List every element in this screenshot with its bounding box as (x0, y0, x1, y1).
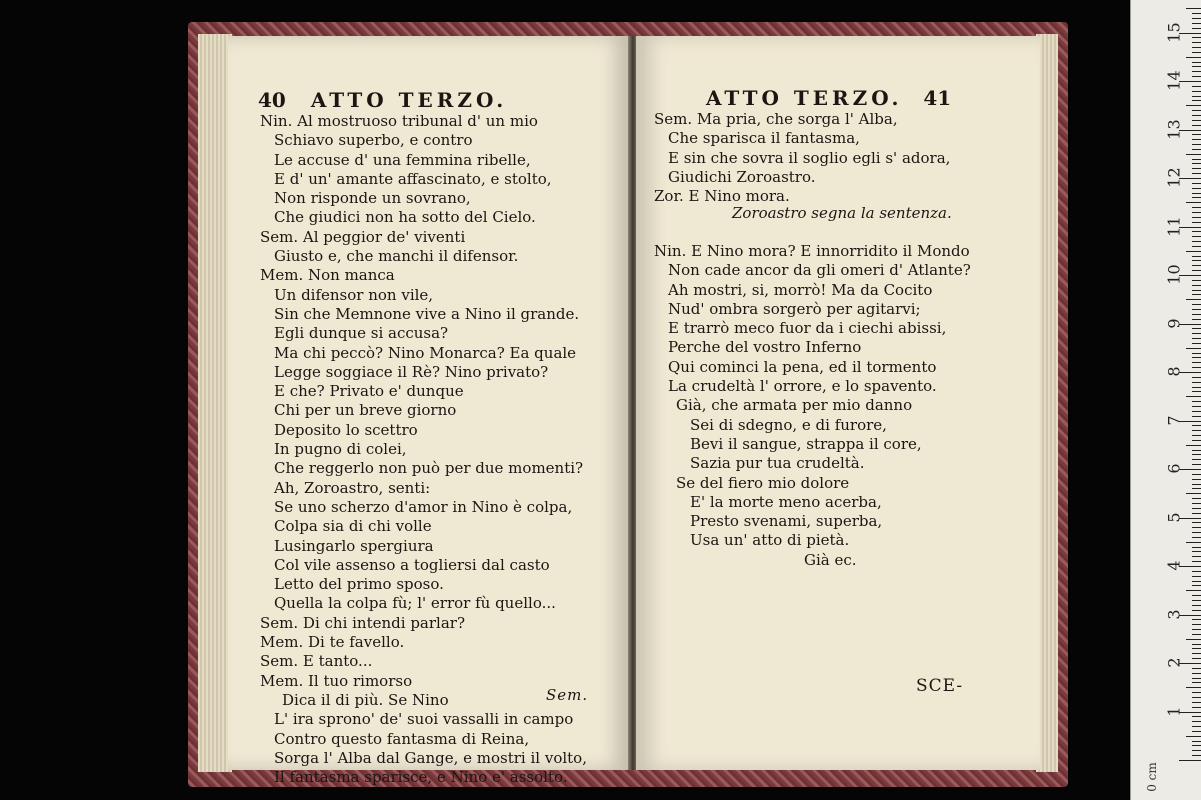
ruler-tick (1192, 556, 1201, 557)
ruler-tick (1192, 357, 1201, 358)
ruler-tick (1192, 139, 1201, 140)
ruler-tick (1192, 600, 1201, 601)
ruler-tick (1192, 13, 1201, 14)
ruler-tick (1186, 687, 1201, 688)
ruler-tick (1192, 241, 1201, 242)
ruler-tick (1192, 66, 1201, 67)
ruler-tick (1192, 270, 1201, 271)
ruler-tick (1192, 508, 1201, 509)
text-line: E' la morte meno acerba, (690, 492, 882, 511)
ruler-number: 4 (1164, 560, 1184, 571)
ruler-number: 2 (1164, 657, 1184, 668)
ruler-tick (1186, 299, 1201, 300)
text-line: Sem. Ma pria, che sorga l' Alba, (654, 110, 898, 128)
ruler-tick (1192, 236, 1201, 237)
ruler-tick (1192, 328, 1201, 329)
ruler-tick (1192, 207, 1201, 208)
text-line: Ma chi peccò? Nino Monarca? Ea quale (274, 343, 577, 362)
ruler-tick (1192, 741, 1201, 742)
text-line: Già, che armata per mio danno (676, 396, 913, 415)
ruler-tick (1192, 401, 1201, 402)
right-page (636, 36, 1040, 770)
ruler-tick (1192, 197, 1201, 198)
left-text-block (260, 112, 587, 787)
ruler-tick (1192, 76, 1201, 77)
ruler-tick (1192, 537, 1201, 538)
ruler-tick (1192, 585, 1201, 586)
ruler-tick (1186, 57, 1201, 58)
ruler-tick (1192, 23, 1201, 24)
ruler-tick (1192, 309, 1201, 310)
ruler-tick (1192, 115, 1201, 116)
text-line: E trarrò meco fuor da i ciechi abissi, (668, 319, 947, 338)
left-page-number: 40 (258, 88, 286, 112)
ruler-tick (1192, 314, 1201, 315)
ruler-tick (1192, 125, 1201, 126)
text-line: Sem. Di chi intendi parlar? (260, 613, 465, 632)
text-line: E che? Privato e' dunque (274, 382, 464, 401)
text-line: Deposito lo scettro (274, 420, 418, 439)
text-line: L' ira sprono' de' suoi vassalli in campo (274, 710, 574, 729)
right-text-block-bottom (654, 242, 971, 570)
text-line: Che reggerlo non può per due momenti? (274, 459, 584, 478)
ruler-tick (1192, 416, 1201, 417)
text-line: Presto svenami, superba, (690, 512, 883, 531)
ruler-tick (1192, 110, 1201, 111)
ruler-tick (1186, 736, 1201, 737)
ruler-tick (1192, 144, 1201, 145)
text-line: Contro questo fantasma di Reina, (274, 729, 530, 748)
ruler-tick (1192, 551, 1201, 552)
ruler-number: 10 (1164, 264, 1184, 285)
ruler-number: 3 (1164, 608, 1184, 620)
right-catchword: SCE- (916, 676, 964, 696)
ruler-tick (1192, 338, 1201, 339)
ruler-unit-label: 0 cm (1144, 762, 1159, 792)
text-line: Nud' ombra sorgerò per agitarvi; (668, 299, 921, 318)
text-line: Quella la colpa fù; l' error fù quello... (274, 594, 556, 613)
left-page (228, 36, 630, 787)
ruler-tick (1186, 396, 1201, 397)
ruler-tick (1192, 290, 1201, 291)
ruler-number: 7 (1164, 414, 1184, 426)
measurement-ruler (1130, 0, 1201, 800)
ruler-tick (1186, 105, 1201, 106)
ruler-tick (1192, 459, 1201, 460)
ruler-tick (1186, 590, 1201, 591)
text-line: Ah, Zoroastro, senti: (274, 478, 431, 497)
ruler-tick (1192, 319, 1201, 320)
ruler-tick (1192, 653, 1201, 654)
ruler-tick (1192, 605, 1201, 606)
ruler-tick (1192, 100, 1201, 101)
text-line: Bevi il sangue, strappa il core, (690, 434, 922, 453)
text-line: Sei di sdegno, e di furore, (690, 415, 887, 434)
page-edges-left (198, 34, 232, 772)
ruler-tick (1192, 62, 1201, 63)
right-text-block-top (654, 110, 950, 206)
ruler-tick (1192, 362, 1201, 363)
ruler-tick (1186, 8, 1201, 9)
ruler-tick (1192, 387, 1201, 388)
ruler-tick (1192, 188, 1201, 189)
text-line: Mem. Di te favello. (260, 633, 405, 652)
text-line: Ah mostri, si, morrò! Ma da Cocito (668, 280, 933, 299)
ruler-tick (1192, 527, 1201, 528)
ruler-tick (1192, 159, 1201, 160)
ruler-tick (1192, 450, 1201, 451)
ruler-tick (1192, 678, 1201, 679)
ruler-tick (1192, 595, 1201, 596)
text-line: Letto del primo sposo. (274, 575, 444, 594)
ruler-tick (1192, 629, 1201, 630)
text-line: Zor. E Nino mora. (654, 187, 790, 206)
ruler-number: 1 (1164, 705, 1184, 717)
ruler-tick (1192, 37, 1201, 38)
ruler-tick (1192, 231, 1201, 232)
ruler-tick (1192, 183, 1201, 184)
ruler-tick (1192, 692, 1201, 693)
ruler-tick (1192, 333, 1201, 334)
text-line: Se uno scherzo d'amor in Nino è colpa, (274, 497, 573, 516)
ruler-tick (1186, 493, 1201, 494)
ruler-tick (1192, 222, 1201, 223)
ruler-tick (1192, 173, 1201, 174)
ruler-tick (1192, 682, 1201, 683)
ruler-tick (1192, 503, 1201, 504)
ruler-tick (1186, 445, 1201, 446)
ruler-number: 13 (1164, 118, 1184, 140)
text-line: Egli dunque si accusa? (274, 324, 449, 343)
text-line: Usa un' atto di pietà. (690, 531, 850, 550)
ruler-tick (1192, 610, 1201, 611)
ruler-number: 6 (1164, 463, 1184, 474)
text-line: La crudeltà l' orrore, e lo spavento. (668, 377, 937, 396)
text-line: Non risponde un sovrano, (274, 189, 471, 208)
ruler-tick (1192, 391, 1201, 392)
text-line: Nin. E Nino mora? E innorridito il Mondo (654, 242, 970, 260)
ruler-tick (1192, 755, 1201, 756)
ruler-tick (1192, 163, 1201, 164)
ruler-tick (1192, 440, 1201, 441)
ruler-tick (1186, 542, 1201, 543)
ruler-tick (1192, 668, 1201, 669)
ruler-tick (1192, 488, 1201, 489)
text-line: Mem. Il tuo rimorso (260, 671, 413, 690)
ruler-tick (1192, 96, 1201, 97)
text-line: Un difensor non vile, (274, 285, 434, 304)
text-line: Sin che Memnone vive a Nino il grande. (274, 304, 580, 323)
text-line: Sem. Al peggior de' viventi (260, 227, 466, 246)
ruler-tick (1192, 648, 1201, 649)
right-running-title: ATTO TERZO. (706, 86, 903, 110)
ruler-tick (1192, 120, 1201, 121)
text-line: Se del fiero mio dolore (676, 473, 850, 492)
text-line: Dica il di più. Se Nino (282, 690, 449, 709)
ruler-tick (1179, 760, 1201, 761)
ruler-tick (1192, 18, 1201, 19)
text-line: E d' un' amante affascinato, e stolto, (274, 169, 552, 188)
ruler-tick (1192, 265, 1201, 266)
ruler-tick (1192, 256, 1201, 257)
text-line: Che giudici non ha sotto del Cielo. (274, 208, 536, 227)
ruler-tick (1192, 731, 1201, 732)
ruler-number: 11 (1164, 215, 1184, 237)
text-line: E sin che sovra il soglio egli s' adora, (668, 148, 951, 167)
ruler-tick (1192, 71, 1201, 72)
stage-direction: Zoroastro segna la sentenza. (732, 204, 952, 222)
text-line: Le accuse d' una femmina ribelle, (274, 150, 531, 169)
text-line: Giusto e, che manchi il difensor. (274, 247, 519, 266)
ruler-tick (1192, 513, 1201, 514)
ruler-tick (1192, 406, 1201, 407)
left-catchword: Sem. (546, 686, 589, 704)
ruler-tick (1192, 464, 1201, 465)
text-line: Già ec. (804, 550, 857, 569)
ruler-tick (1192, 86, 1201, 87)
text-line: Il fantasma sparisce, e Nino e' assolto. (274, 768, 568, 787)
ruler-tick (1192, 726, 1201, 727)
ruler-tick (1186, 202, 1201, 203)
ruler-tick (1192, 382, 1201, 383)
ruler-tick (1192, 411, 1201, 412)
ruler-tick (1192, 745, 1201, 746)
ruler-tick (1186, 348, 1201, 349)
ruler-tick (1192, 532, 1201, 533)
ruler-number: 12 (1164, 167, 1184, 188)
ruler-tick (1186, 639, 1201, 640)
ruler-tick (1192, 707, 1201, 708)
ruler-tick (1192, 571, 1201, 572)
ruler-tick (1192, 260, 1201, 261)
ruler-tick (1192, 91, 1201, 92)
ruler-tick (1192, 561, 1201, 562)
ruler-tick (1192, 484, 1201, 485)
text-line: Sem. E tanto... (260, 652, 373, 671)
ruler-tick (1192, 522, 1201, 523)
ruler-tick (1192, 721, 1201, 722)
text-line: Colpa sia di chi volle (274, 517, 432, 536)
ruler-tick (1192, 367, 1201, 368)
ruler-tick (1192, 576, 1201, 577)
ruler-tick (1192, 644, 1201, 645)
right-page-number: 41 (923, 86, 952, 110)
text-line: Qui cominci la pena, ed il tormento (668, 357, 937, 376)
ruler-tick (1192, 217, 1201, 218)
ruler-tick (1192, 716, 1201, 717)
text-line: Nin. Al mostruoso tribunal d' un mio (260, 112, 538, 130)
ruler-tick (1186, 251, 1201, 252)
ruler-number: 8 (1164, 366, 1184, 377)
ruler-tick (1192, 498, 1201, 499)
ruler-tick (1192, 294, 1201, 295)
ruler-tick (1192, 280, 1201, 281)
text-line: Perche del vostro Inferno (668, 338, 862, 357)
text-line: Sorga l' Alba dal Gange, e mostri il volto, (274, 748, 587, 767)
text-line: Chi per un breve giorno (274, 401, 457, 420)
left-running-title: ATTO TERZO. (310, 88, 508, 112)
ruler-number: 9 (1164, 317, 1184, 329)
ruler-tick (1192, 285, 1201, 286)
ruler-tick (1192, 168, 1201, 169)
ruler-tick (1192, 246, 1201, 247)
ruler-tick (1192, 624, 1201, 625)
ruler-tick (1192, 474, 1201, 475)
text-line: Legge soggiace il Rè? Nino privato? (274, 362, 549, 381)
text-line: Lusingarlo spergiura (274, 536, 434, 555)
ruler-tick (1192, 673, 1201, 674)
text-line: Che sparisca il fantasma, (668, 129, 860, 148)
ruler-tick (1192, 634, 1201, 635)
text-line: Giudichi Zoroastro. (668, 167, 816, 186)
ruler-tick (1192, 425, 1201, 426)
ruler-tick (1192, 750, 1201, 751)
ruler-tick (1192, 581, 1201, 582)
ruler-tick (1186, 154, 1201, 155)
ruler-tick (1192, 377, 1201, 378)
text-line: Sazia pur tua crudeltà. (690, 454, 865, 473)
left-running-head (258, 88, 507, 112)
ruler-tick (1192, 304, 1201, 305)
ruler-tick (1192, 42, 1201, 43)
ruler-tick (1192, 52, 1201, 53)
text-line: Mem. Non manca (260, 266, 395, 285)
ruler-number: 15 (1164, 21, 1184, 43)
ruler-tick (1192, 343, 1201, 344)
right-running-head (706, 86, 951, 110)
ruler-tick (1192, 47, 1201, 48)
ruler-number: 5 (1164, 511, 1184, 523)
text-line: Schiavo superbo, e contro (274, 131, 473, 150)
ruler-tick (1192, 430, 1201, 431)
ruler-tick (1192, 547, 1201, 548)
ruler-tick (1192, 149, 1201, 150)
ruler-tick (1192, 28, 1201, 29)
ruler-tick (1192, 658, 1201, 659)
ruler-tick (1192, 212, 1201, 213)
ruler-tick (1192, 134, 1201, 135)
ruler-tick (1192, 435, 1201, 436)
ruler-tick (1192, 479, 1201, 480)
ruler-tick (1192, 619, 1201, 620)
ruler-tick (1192, 193, 1201, 194)
ruler-number: 14 (1164, 70, 1184, 91)
ruler-tick (1192, 353, 1201, 354)
text-line: In pugno di colei, (274, 440, 407, 459)
ruler-tick (1192, 702, 1201, 703)
ruler-tick (1192, 697, 1201, 698)
ruler-tick (1192, 454, 1201, 455)
text-line: Col vile assenso a togliersi dal casto (274, 555, 550, 574)
text-line: Non cade ancor da gli omeri d' Atlante? (668, 261, 971, 280)
